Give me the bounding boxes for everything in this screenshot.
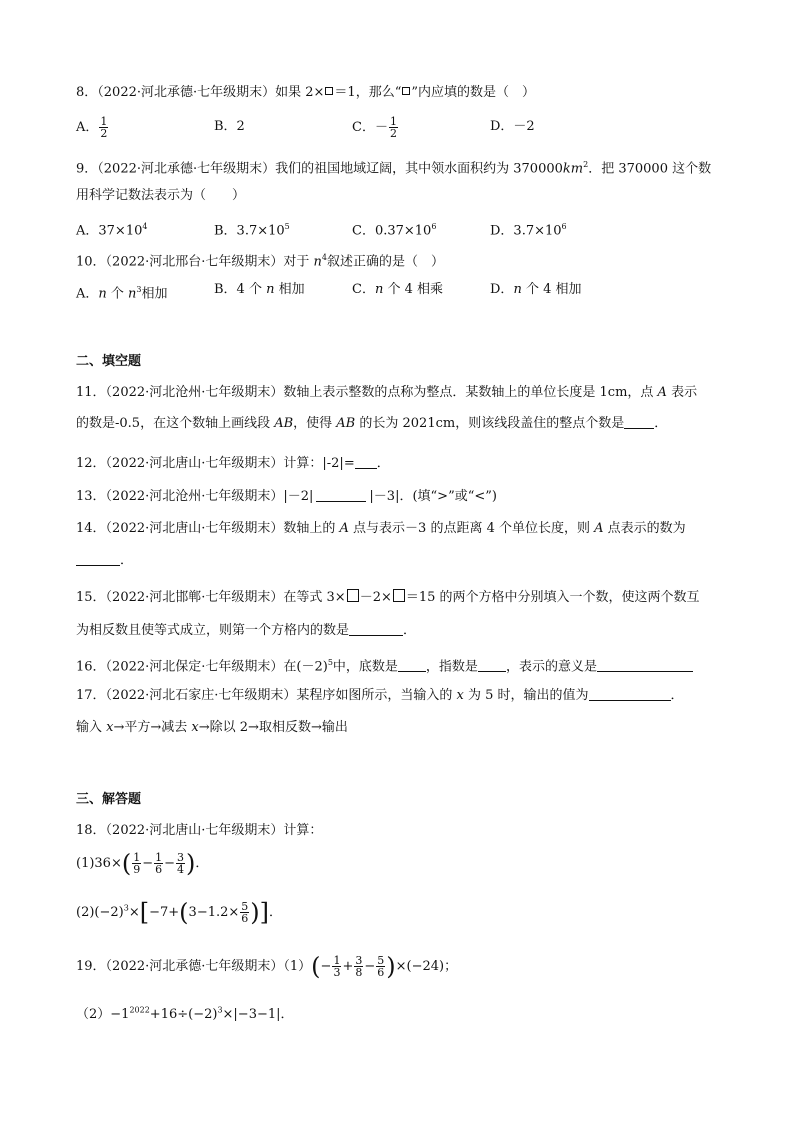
question-15-line-2	[76, 622, 416, 640]
small-square-icon	[325, 87, 333, 95]
opt-var: n	[266, 282, 275, 297]
fraction	[389, 116, 398, 139]
q19-p2-text: +16÷(−2)	[149, 1007, 218, 1022]
q19-p2-exp: 2022	[129, 1005, 150, 1015]
left-paren: (	[121, 849, 132, 878]
left-paren: (	[179, 898, 189, 927]
numerator: 3	[177, 851, 185, 864]
opt-var: n	[128, 286, 137, 302]
denominator: 2	[100, 127, 108, 140]
q12-text: 12．（2022·河北唐山·七年级期末）计算：|-2|=	[76, 456, 355, 471]
question-11-line-1	[76, 384, 697, 402]
left-bracket: [	[139, 898, 150, 927]
question-17-line-1	[76, 687, 684, 705]
q11-text: 的长为 2021cm，则该线段盖住的整点个数是	[355, 416, 625, 431]
fraction	[99, 116, 108, 139]
q17-var: x	[456, 688, 464, 703]
opt-text: 个 4 相加	[521, 282, 582, 297]
question-19-part-2	[76, 1003, 294, 1022]
q11-text: 的数是-0.5，在这个数轴上画线段	[76, 416, 275, 431]
numerator: 1	[333, 954, 341, 967]
denominator: 4	[177, 863, 185, 876]
q13-text: 13．（2022·河北沧州·七年级期末）|－2|	[76, 489, 314, 504]
question-14-line-2	[76, 552, 133, 570]
question-9-line-2: 用科学记数法表示为（ ）	[76, 188, 246, 203]
q10-exp: 4	[321, 253, 327, 262]
q15-text: －2×	[359, 590, 392, 605]
numerator: 1	[100, 115, 108, 128]
answer-blank[interactable]	[597, 659, 693, 672]
q8-suffix: ”内应填的数是（ ）	[411, 85, 535, 100]
q19-p2-text: ×|−3−1|．	[222, 1007, 294, 1022]
opt-text: 相加	[141, 286, 168, 302]
answer-blank[interactable]	[316, 489, 366, 502]
q17-text: 17．（2022·河北石家庄·七年级期末）某程序如图所示，当输入的	[76, 688, 457, 703]
q10-prefix: 10．（2022·河北邢台·七年级期末）对于	[76, 254, 314, 270]
q18-p2-label: (2)(−2)	[76, 905, 124, 920]
q19-p1-label: 19．（2022·河北承德·七年级期末）（1）	[76, 959, 312, 974]
opt-var: n	[374, 282, 384, 297]
denominator: 6	[241, 912, 249, 925]
numerator: 1	[389, 115, 397, 128]
q18-p1-label: (1)36×	[76, 856, 122, 871]
q17-text: 为 5 时，输出的值为	[463, 688, 589, 703]
q19-p2-exp: 3	[217, 1005, 223, 1015]
q9-unit-exp: 2	[583, 160, 589, 169]
numerator: 3	[355, 954, 363, 967]
q9-option-b	[214, 216, 290, 242]
q14-end: ．	[120, 553, 134, 568]
q16-text: 中，底数是	[332, 659, 398, 675]
answer-blank[interactable]	[76, 553, 120, 566]
question-19-part-1: 19．（2022·河北承德·七年级期末）（1）(− $\frac{1}{3}$ + $\frac{3}{8}$ − $\frac{5}{6}$ )×(−24)；	[76, 952, 458, 981]
q8-option-a	[76, 116, 109, 139]
opt-exp: 3	[136, 285, 142, 294]
numerator: 1	[133, 851, 141, 864]
q14-point: A	[339, 521, 349, 536]
opt-text: 相加	[274, 282, 305, 297]
q9-text-b: ．把 370000 这个数	[588, 161, 712, 177]
opt-label: C．－	[352, 120, 388, 135]
question-18-title: 18．（2022·河北唐山·七年级期末）计算：	[76, 823, 323, 838]
question-17-line-2	[76, 719, 348, 737]
q8-option-d: D．－2	[490, 119, 535, 134]
question-9-line-1	[76, 156, 711, 178]
opt-exp: 4	[142, 222, 148, 231]
right-paren: )	[186, 849, 196, 878]
section-heading-solve: 三、解答题	[76, 792, 142, 807]
q9-unit: km	[562, 161, 584, 177]
q18-p2-text: −7+	[149, 905, 180, 920]
q11-segment: AB	[274, 416, 294, 431]
q14-text: 点表示的数为	[603, 521, 686, 536]
q18-p2-times: ×	[128, 905, 140, 920]
opt-text: D．3.7×10	[490, 223, 562, 239]
right-paren: )	[250, 898, 260, 927]
q14-text: 点与表示－3 的点距离 4 个单位长度，则	[348, 521, 595, 536]
question-12	[76, 455, 390, 473]
small-square-icon	[402, 87, 410, 95]
q8-option-b: B．2	[214, 119, 245, 134]
opt-label: A．	[76, 120, 99, 135]
q14-point: A	[594, 521, 604, 536]
opt-var: n	[513, 282, 522, 297]
denominator: 9	[133, 863, 141, 876]
right-paren: )	[386, 952, 396, 981]
opt-text: A．37×10	[76, 223, 143, 239]
q19-p1-end: ×(−24)；	[395, 959, 458, 974]
fraction	[132, 852, 141, 875]
question-18-part-1: (1)36×( $\frac{1}{9}$ − $\frac{1}{6}$ − $\frac{3}{4}$ )．	[76, 849, 209, 878]
denominator: 2	[389, 127, 397, 140]
q11-end: ．	[654, 416, 668, 431]
q15-text: 15．（2022·河北邯郸·七年级期末）在等式 3×	[76, 590, 346, 605]
q15-end: ．	[403, 623, 417, 638]
q17-var: x	[106, 720, 114, 735]
q9-option-d	[490, 216, 567, 242]
opt-var: n	[98, 286, 107, 302]
q13-text-b: |－3|．(填“>”或“<”)	[369, 489, 497, 504]
question-8	[76, 84, 535, 102]
q12-end: ．	[376, 456, 390, 471]
question-18-part-2	[76, 898, 283, 927]
q8-prefix: 8．（2022·河北承德·七年级期末）如果 2×	[76, 85, 325, 100]
q17-var: x	[191, 720, 199, 735]
opt-text: B．3.7×10	[214, 223, 285, 239]
q16-text: ，指数是	[425, 659, 478, 675]
left-paren: (	[311, 952, 321, 981]
answer-blank[interactable]	[478, 659, 506, 672]
fraction	[376, 955, 385, 978]
fraction	[354, 955, 363, 978]
q11-text-b: 表示	[666, 385, 698, 400]
right-bracket: ]	[259, 898, 270, 927]
denominator: 6	[377, 966, 385, 979]
opt-label: A．	[76, 286, 99, 302]
answer-blank[interactable]	[589, 688, 671, 701]
q18-p2-exp: 3	[123, 903, 129, 913]
section-heading-fill-in: 二、填空题	[76, 354, 142, 369]
opt-label: B．4 个	[214, 282, 267, 297]
q16-text: ，表示的意义是	[505, 659, 597, 675]
empty-box-icon	[347, 589, 359, 602]
question-10	[76, 249, 444, 271]
question-11-line-2	[76, 415, 667, 433]
q10-option-d	[490, 279, 581, 301]
question-15-line-1	[76, 589, 700, 607]
numerator: 5	[241, 900, 249, 913]
opt-exp: 6	[561, 222, 567, 231]
answer-blank[interactable]	[355, 456, 377, 469]
question-13	[76, 488, 497, 506]
opt-text: C．0.37×10	[352, 223, 432, 239]
q10-option-a	[76, 279, 168, 305]
opt-exp: 6	[431, 222, 437, 231]
denominator: 6	[155, 863, 163, 876]
q11-text: 11．（2022·河北沧州·七年级期末）数轴上表示整数的点称为整点．某数轴上的单位长度是 1cm，点	[76, 385, 658, 400]
opt-label: C．	[352, 282, 375, 297]
q10-option-c	[352, 279, 443, 301]
numerator: 1	[155, 851, 163, 864]
answer-blank[interactable]	[624, 416, 654, 429]
opt-exp: 5	[284, 222, 290, 231]
q8-mid: ＝1，那么“	[334, 85, 402, 100]
q10-option-b	[214, 279, 305, 301]
q17-flow: 输入	[76, 720, 107, 735]
q11-text: ，使得	[293, 416, 337, 431]
fraction	[332, 955, 341, 978]
q16-text: 16．（2022·河北保定·七年级期末）在(－2)	[76, 659, 328, 675]
opt-text: 个 4 相乘	[383, 282, 443, 297]
q10-var: n	[313, 254, 322, 270]
q8-option-c	[352, 116, 399, 139]
q9-option-a	[76, 216, 147, 242]
q11-point: A	[657, 385, 667, 400]
opt-label: D．	[490, 282, 514, 297]
opt-text: 个	[110, 286, 129, 302]
q15-text: ＝15 的两个方格中分别填入一个数，使这两个数互	[405, 590, 700, 605]
q9-text: 9．（2022·河北承德·七年级期末）我们的祖国地域辽阔，其中领水面积约为 370000	[76, 161, 563, 177]
q18-p2-text: 3−1.2×	[188, 905, 240, 920]
fraction	[154, 852, 163, 875]
question-14-line-1	[76, 520, 686, 538]
question-16	[76, 654, 693, 676]
q10-suffix: 叙述正确的是（ ）	[327, 254, 445, 270]
q17-end: ．	[670, 688, 684, 703]
fraction	[176, 852, 185, 875]
answer-blank[interactable]	[398, 659, 426, 672]
q11-segment: AB	[336, 416, 356, 431]
q17-flow: →除以 2→取相反数→输出	[198, 720, 348, 735]
answer-blank[interactable]	[349, 623, 403, 636]
q15-text: 为相反数且使等式成立，则第一个方格内的数是	[76, 623, 350, 638]
q16-exp: 5	[327, 658, 333, 667]
q9-option-c	[352, 216, 436, 242]
numerator: 5	[377, 954, 385, 967]
fraction	[240, 901, 249, 924]
denominator: 3	[333, 966, 341, 979]
q18-p1-end: ．	[195, 856, 209, 871]
q18-p2-end: ．	[269, 905, 283, 920]
empty-box-icon	[393, 589, 405, 602]
q17-flow: →平方→减去	[113, 720, 192, 735]
q14-text: 14．（2022·河北唐山·七年级期末）数轴上的	[76, 521, 340, 536]
denominator: 8	[355, 966, 363, 979]
q19-p2-label: （2）−1	[76, 1007, 130, 1022]
